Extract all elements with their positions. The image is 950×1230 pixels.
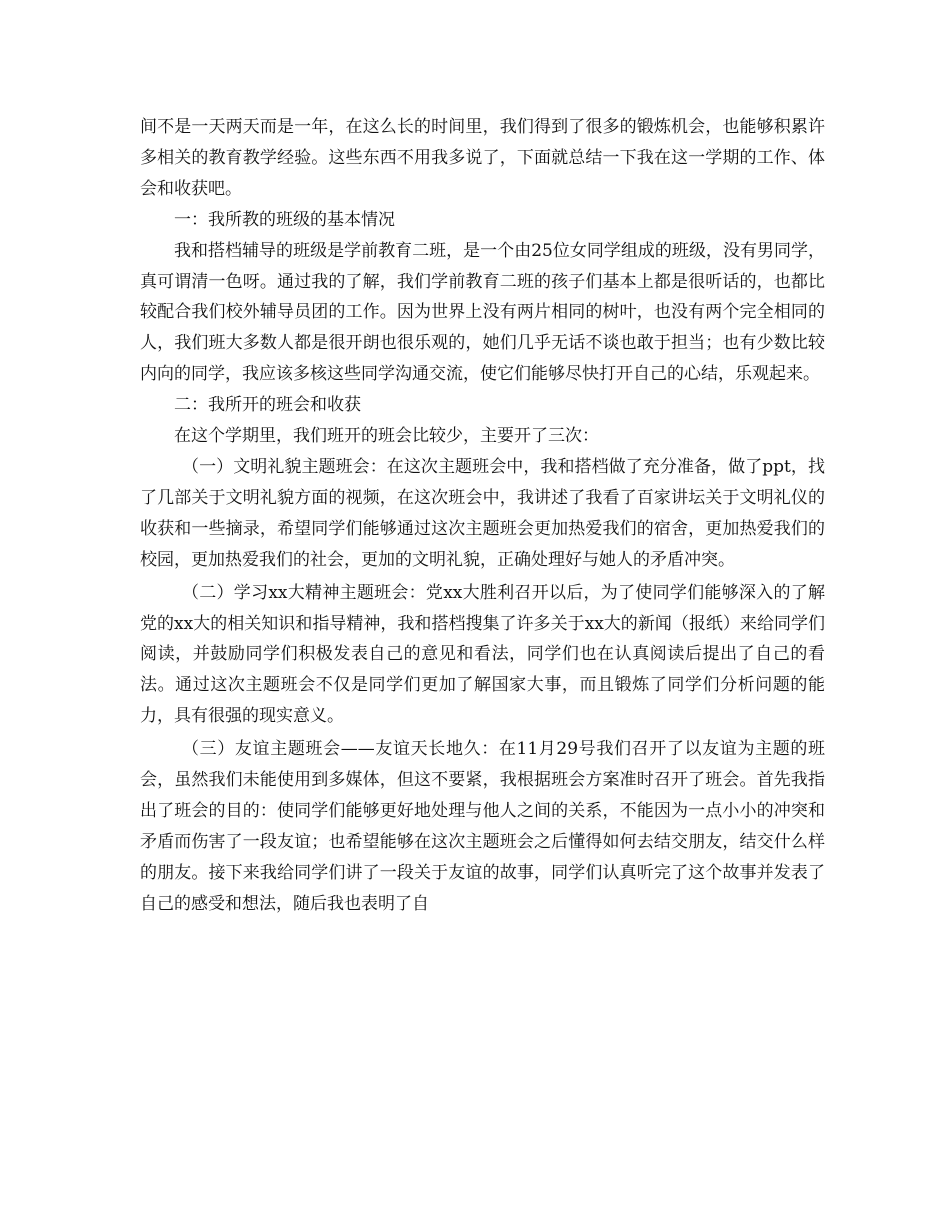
paragraph-meetings-summary: 在这个学期里，我们班开的班会比较少，主要开了三次： bbox=[174, 426, 599, 447]
section-heading-class-overview: 一：我所教的班级的基本情况 bbox=[174, 209, 395, 230]
section-heading-class-meetings: 二：我所开的班会和收获 bbox=[174, 395, 361, 416]
paragraph-intro-continuation: 间不是一天两天而是一年，在这么长的时间里，我们得到了很多的锻炼机会，也能够积累许多相关的教育教学经验。这些东西不用我多说了，下面就总结一下我在这一学期的工作、体会和收获吧。 bbox=[140, 117, 825, 199]
paragraph-meeting-friendship: （三）友谊主题班会——友谊天长地久：在11月29号我们召开了以友谊为主题的班会，虽然我们未能使用到多媒体，但这不要紧，我根据班会方案准时召开了班会。首先我指出了班会的目的：使同学们能够更好地处理与他人之间的关系，不能因为一点小小的冲突和矛盾而伤害了一段友谊；也希望能够在这次主题班会之后懂得如何去结交朋友，结交什么样的朋友。接下来我给同学们讲了一段关于友谊的故事，同学们认真听完了这个故事并发表了自己的感受和想法，随后我也表明了自 bbox=[140, 739, 825, 914]
paragraph-meeting-civility: （一）文明礼貌主题班会：在这次主题班会中，我和搭档做了充分准备，做了ppt，找了几部关于文明礼貌方面的视频，在这次班会中，我讲述了我看了百家讲坛关于文明礼仪的收获和一些摘录，希望同学们能够通过这次主题班会更加热爱我们的宿舍，更加热爱我们的校园，更加热爱我们的社会，更加的文明礼貌，正确处理好与她人的矛盾冲突。 bbox=[140, 456, 825, 570]
document-body bbox=[140, 112, 825, 920]
paragraph-meeting-congress-study: （二）学习xx大精神主题班会：党xx大胜利召开以后，为了使同学们能够深入的了解党的xx大的相关知识和指导精神，我和搭档搜集了许多关于xx大的新闻（报纸）来给同学们阅读，并鼓励同学们积极发表自己的意见和看法，同学们也在认真阅读后提出了自己的看法。通过这次主题班会不仅是同学们更加了解国家大事，而且锻炼了同学们分析问题的能力，具有很强的现实意义。 bbox=[140, 582, 825, 727]
paragraph-class-overview: 我和搭档辅导的班级是学前教育二班，是一个由25位女同学组成的班级，没有男同学，真可谓清一色呀。通过我的了解，我们学前教育二班的孩子们基本上都是很听话的，也都比较配合我们校外辅导员团的工作。因为世界上没有两片相同的树叶，也没有两个完全相同的人，我们班大多数人都是很开朗也很乐观的，她们几乎无话不谈也敢于担当；也有少数比较内向的同学，我应该多核这些同学沟通交流，使它们能够尽快打开自己的心结，乐观起来。 bbox=[140, 240, 825, 385]
